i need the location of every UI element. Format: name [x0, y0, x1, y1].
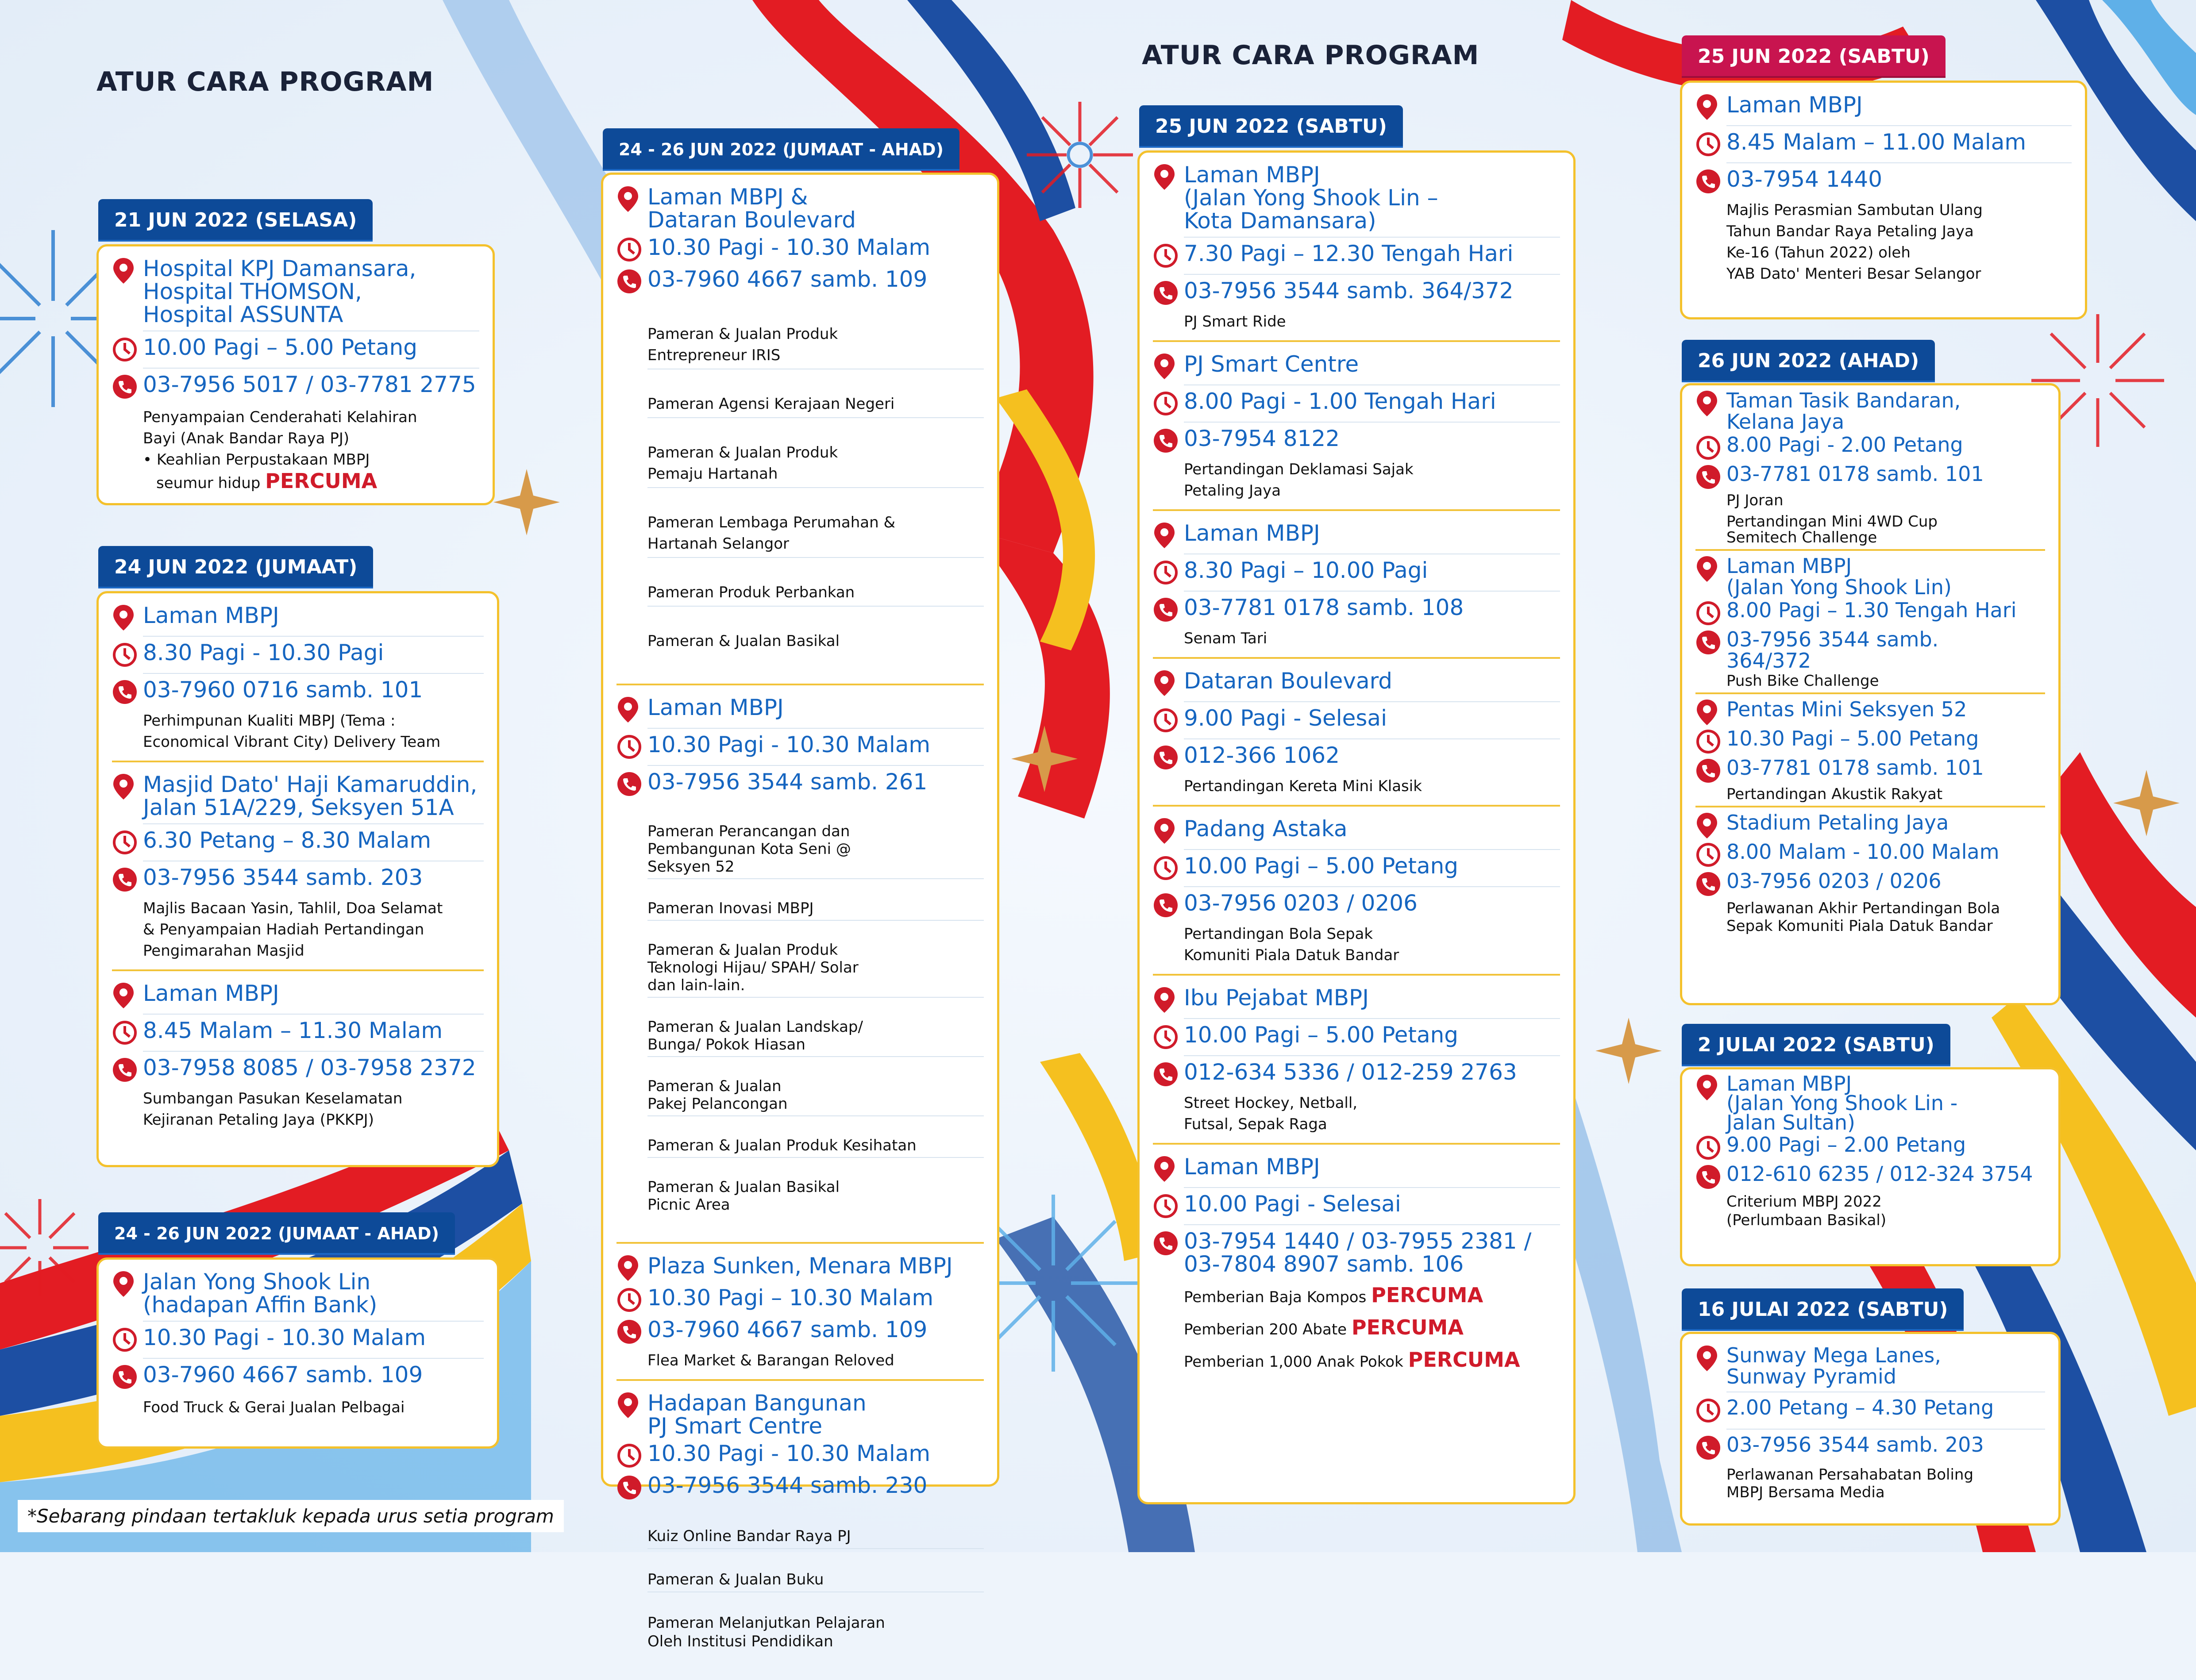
- location-line: Jalan Sultan): [1726, 1111, 1855, 1134]
- free-badge: PERCUMA: [1371, 1283, 1483, 1307]
- date-tab-25-jun-red: 25 JUN 2022 (SABTU): [1682, 35, 1946, 78]
- map-pin-icon: [616, 696, 647, 723]
- phone-icon: [1153, 427, 1184, 454]
- desc-line: Penyampaian Cenderahati Kelahiran: [143, 408, 417, 426]
- location-line: Hospital THOMSON,: [143, 279, 362, 304]
- desc-line: Bayi (Anak Bandar Raya PJ): [143, 430, 350, 447]
- event-phone: 012-634 5336 / 012-259 2763: [1184, 1059, 1517, 1085]
- location-line: Kelana Jaya: [1726, 410, 1845, 434]
- event-time: 8.30 Pagi – 10.00 Pagi: [1184, 557, 1428, 583]
- desc-line: PJ Smart Ride: [1184, 313, 1286, 331]
- event-description: [1184, 311, 1560, 332]
- map-pin-icon: [112, 604, 143, 631]
- event-phone: 03-7960 4667 samb. 109: [647, 266, 928, 292]
- desc-line: Tahun Bandar Raya Petaling Jaya: [1726, 223, 1974, 240]
- event-description: [1726, 492, 2045, 546]
- event-phone: 03-7956 3544 samb. 230: [647, 1472, 928, 1498]
- map-pin-icon: [112, 257, 143, 284]
- event-phone: 03-7956 3544 samb. 364/372: [1184, 278, 1514, 304]
- desc-line: Food Truck & Gerai Jualan Pelbagai: [143, 1399, 405, 1416]
- phone-icon: [1153, 892, 1184, 919]
- event-description: [1726, 900, 2045, 935]
- event-card: [601, 173, 999, 1650]
- event-description: [143, 1088, 484, 1130]
- location-line: Jalan 51A/229, Seksyen 51A: [143, 795, 454, 820]
- desc-line: Sepak Komuniti Piala Datuk Bandar: [1726, 917, 1993, 935]
- clock-icon: [112, 829, 143, 856]
- map-pin-icon: [616, 1392, 647, 1419]
- clock-icon: [1695, 131, 1726, 158]
- event-phone: 03-7956 5017 / 03-7781 2775: [143, 372, 476, 397]
- phone-icon: [1153, 279, 1184, 307]
- clock-icon: [112, 1326, 143, 1353]
- event-location: Laman MBPJ: [1184, 520, 1320, 546]
- phone-icon: [1153, 744, 1184, 771]
- event-location: Pentas Mini Seksyen 52: [1726, 697, 1967, 721]
- event-time: 9.00 Pagi – 2.00 Petang: [1726, 1133, 1966, 1157]
- event-card: [1680, 81, 2087, 319]
- desc-item: Pameran Agensi Kerajaan Negeri: [647, 391, 984, 418]
- date-tab-24-jun: 24 JUN 2022 (JUMAAT): [98, 546, 373, 588]
- desc-line: Sumbangan Pasukan Keselamatan: [143, 1090, 403, 1107]
- desc-line: MBPJ Bersama Media: [1726, 1484, 1885, 1501]
- event-phone: 03-7956 3544 samb. 203: [143, 865, 423, 890]
- location-line: Taman Tasik Bandaran,: [1726, 388, 1961, 412]
- event-time: 10.30 Pagi – 5.00 Petang: [1726, 727, 1979, 750]
- desc-item: Pameran Melanjutkan Pelajaran Oleh Institusi Pendidikan: [647, 1614, 885, 1650]
- desc-item: Pameran & Jualan Produk Teknologi Hijau/ SPAH/ Solar dan lain-lain.: [647, 938, 984, 998]
- event-time: 8.00 Pagi - 1.00 Tengah Hari: [1184, 388, 1496, 414]
- desc-line: Komuniti Piala Datuk Bandar: [1184, 946, 1399, 964]
- location-line: Hospital KPJ Damansara,: [143, 256, 416, 281]
- clock-icon: [1695, 600, 1726, 627]
- desc-line: (Perlumbaan Basikal): [1726, 1211, 1887, 1229]
- event-description: [1726, 200, 2072, 284]
- free-badge: PERCUMA: [1408, 1348, 1520, 1372]
- event-time: 10.30 Pagi - 10.30 Malam: [647, 1441, 931, 1466]
- location-line: Laman MBPJ: [1184, 162, 1320, 188]
- event-card: [1680, 383, 2061, 1005]
- phone-icon: [1695, 629, 1726, 656]
- desc-line: seumur hidup: [156, 474, 261, 492]
- phone-icon: [616, 1318, 647, 1346]
- map-pin-icon: [1153, 669, 1184, 697]
- location-line: Sunway Pyramid: [1726, 1365, 1897, 1388]
- clock-icon: [1695, 728, 1726, 755]
- free-badge: PERCUMA: [1351, 1315, 1464, 1339]
- phone-line: 03-7804 8907 samb. 106: [1184, 1251, 1464, 1277]
- event-phone: 03-7960 4667 samb. 109: [647, 1317, 928, 1342]
- desc-line: Push Bike Challenge: [1726, 672, 1879, 690]
- event-time: 10.00 Pagi – 5.00 Petang: [1184, 1022, 1459, 1048]
- desc-item: Pameran & Jualan Basikal Picnic Area: [647, 1178, 840, 1214]
- phone-line: 364/372: [1726, 649, 1811, 673]
- event-phone: 03-7960 0716 samb. 101: [143, 677, 423, 703]
- event-description: [1726, 1466, 2045, 1501]
- phone-line: 03-7956 3544 samb.: [1726, 627, 1939, 651]
- map-pin-icon: [112, 773, 143, 800]
- location-line: Sunway Mega Lanes,: [1726, 1343, 1942, 1367]
- event-phone: 03-7956 3544 samb. 203: [1726, 1433, 1984, 1457]
- event-description: [143, 898, 484, 961]
- map-pin-icon: [112, 1270, 143, 1298]
- desc-line: Pertandingan Kereta Mini Klasik: [1184, 777, 1422, 795]
- date-tab-26-jun: 26 JUN 2022 (AHAD): [1682, 340, 1935, 382]
- event-location: Laman MBPJ: [143, 603, 279, 628]
- event-location: PJ Smart Centre: [1184, 351, 1359, 377]
- desc-line: Pemberian Baja Kompos: [1184, 1288, 1367, 1306]
- event-card: [1680, 1332, 2061, 1526]
- location-line: Laman MBPJ: [1726, 1072, 1852, 1096]
- event-time: 10.00 Pagi - Selesai: [1184, 1191, 1401, 1217]
- location-line: (hadapan Affin Bank): [143, 1292, 378, 1318]
- desc-item: Pameran & Jualan Landskap/ Bunga/ Pokok Hiasan: [647, 1015, 984, 1057]
- event-description: [1726, 786, 2045, 802]
- map-pin-icon: [112, 982, 143, 1009]
- phone-icon: [1695, 757, 1726, 784]
- desc-line: & Penyampaian Hadiah Pertandingan: [143, 921, 424, 938]
- map-pin-icon: [1153, 1155, 1184, 1183]
- phone-icon: [1695, 463, 1726, 491]
- event-description: [1184, 628, 1560, 649]
- map-pin-icon: [1153, 817, 1184, 845]
- phone-icon: [112, 866, 143, 893]
- date-tab-16-julai: 16 JULAI 2022 (SABTU): [1682, 1288, 1964, 1331]
- desc-line: Pertandingan Bola Sepak: [1184, 925, 1373, 943]
- clock-icon: [616, 1286, 647, 1314]
- event-location: Plaza Sunken, Menara MBPJ: [647, 1253, 953, 1279]
- event-card: [96, 1257, 499, 1449]
- desc-line: Perlawanan Persahabatan Boling: [1726, 1466, 1974, 1484]
- desc-item: Pameran & Jualan Produk Entrepreneur IRIS: [647, 321, 984, 369]
- event-card: [96, 591, 499, 1167]
- phone-icon: [112, 678, 143, 706]
- clock-icon: [616, 733, 647, 761]
- location-line: Hospital ASSUNTA: [143, 302, 343, 327]
- date-tab-24-26-jun: 24 - 26 JUN 2022 (JUMAAT - AHAD): [98, 1212, 455, 1255]
- event-location: Laman MBPJ: [143, 980, 279, 1006]
- event-description: [1726, 673, 2045, 689]
- event-phone: 03-7958 8085 / 03-7958 2372: [143, 1055, 476, 1080]
- phone-icon: [1695, 168, 1726, 195]
- clock-icon: [112, 336, 143, 363]
- desc-line: Pertandingan Akustik Rakyat: [1726, 785, 1943, 803]
- desc-line: Majlis Bacaan Yasin, Tahlil, Doa Selamat: [143, 900, 443, 917]
- event-description: [1184, 1092, 1560, 1135]
- page-title-center: ATUR CARA PROGRAM: [1142, 40, 1479, 71]
- event-time: 10.30 Pagi - 10.30 Malam: [647, 235, 931, 260]
- phone-icon: [1153, 596, 1184, 623]
- event-phone: 03-7954 8122: [1184, 426, 1340, 451]
- desc-line: Perlawanan Akhir Pertandingan Bola: [1726, 900, 2000, 917]
- event-description: [143, 407, 479, 494]
- map-pin-icon: [616, 1254, 647, 1282]
- event-location: Padang Astaka: [1184, 816, 1348, 842]
- event-time: 2.00 Petang – 4.30 Petang: [1726, 1396, 1994, 1419]
- event-time: 7.30 Pagi – 12.30 Tengah Hari: [1184, 241, 1514, 266]
- desc-item: Pameran & Jualan Pakej Pelancongan: [647, 1075, 984, 1116]
- clock-icon: [1695, 1134, 1726, 1161]
- free-badge: PERCUMA: [265, 469, 378, 493]
- clock-icon: [1153, 390, 1184, 417]
- desc-line: Ke-16 (Tahun 2022) oleh: [1726, 244, 1911, 261]
- event-phone: 03-7781 0178 samb. 108: [1184, 595, 1464, 620]
- desc-line: Kejiranan Petaling Jaya (PKKPJ): [143, 1111, 374, 1129]
- event-description: [647, 300, 984, 676]
- desc-item: Kuiz Online Bandar Raya PJ: [647, 1524, 984, 1549]
- desc-line: Pengimarahan Masjid: [143, 942, 304, 960]
- event-description: [1726, 1192, 2045, 1230]
- desc-item: Pameran Lembaga Perumahan & Hartanah Selangor: [647, 509, 984, 558]
- event-location: Ibu Pejabat MBPJ: [1184, 985, 1369, 1011]
- event-description: [647, 1506, 984, 1672]
- map-pin-icon: [1695, 1345, 1726, 1372]
- location-line: (Jalan Yong Shook Lin –: [1184, 185, 1438, 211]
- map-pin-icon: [1695, 699, 1726, 726]
- location-line: Masjid Dato' Haji Kamaruddin,: [143, 772, 478, 797]
- event-card: [1680, 1067, 2061, 1266]
- clock-icon: [1153, 242, 1184, 269]
- desc-line: Economical Vibrant City) Delivery Team: [143, 733, 441, 751]
- clock-icon: [1695, 1397, 1726, 1424]
- event-time: 10.00 Pagi – 5.00 Petang: [143, 334, 418, 360]
- location-line: (Jalan Yong Shook Lin): [1726, 575, 1952, 599]
- event-time: 10.00 Pagi – 5.00 Petang: [1184, 853, 1459, 879]
- map-pin-icon: [1153, 986, 1184, 1014]
- desc-line: Senam Tari: [1184, 630, 1268, 647]
- phone-line: 03-7954 1440 / 03-7955 2381 /: [1184, 1228, 1532, 1254]
- event-phone: 03-7954 1440: [1726, 166, 1883, 192]
- map-pin-icon: [1153, 353, 1184, 380]
- map-pin-icon: [1695, 555, 1726, 583]
- desc-line: Petaling Jaya: [1184, 482, 1281, 500]
- event-phone: 03-7956 3544 samb. 261: [647, 769, 928, 795]
- phone-icon: [1695, 1434, 1726, 1461]
- event-location: Dataran Boulevard: [1184, 668, 1393, 694]
- desc-item: Pameran Inovasi MBPJ: [647, 897, 984, 921]
- event-location: Laman MBPJ: [1726, 92, 1863, 118]
- desc-line: Semitech Challenge: [1726, 529, 1877, 546]
- desc-line: Criterium MBPJ 2022: [1726, 1193, 1882, 1211]
- desc-item: Pameran Perancangan dan Pembangunan Kota Seni @ Seksyen 52: [647, 820, 984, 879]
- map-pin-icon: [1695, 1074, 1726, 1101]
- map-pin-icon: [616, 185, 647, 213]
- phone-icon: [112, 1056, 143, 1084]
- date-tab-21-jun: 21 JUN 2022 (SELASA): [98, 199, 373, 242]
- desc-line: Pemberian 1,000 Anak Pokok: [1184, 1353, 1403, 1371]
- map-pin-icon: [1695, 93, 1726, 121]
- event-location: Laman MBPJ: [647, 695, 784, 720]
- desc-line: Majlis Perasmian Sambutan Ulang: [1726, 201, 1983, 219]
- clock-icon: [1695, 434, 1726, 461]
- desc-line: Pemberian 200 Abate: [1184, 1321, 1347, 1338]
- phone-icon: [112, 1363, 143, 1391]
- map-pin-icon: [1695, 390, 1726, 417]
- clock-icon: [1695, 841, 1726, 869]
- phone-icon: [616, 1474, 647, 1501]
- clock-icon: [1153, 559, 1184, 586]
- location-line: Hadapan Bangunan: [647, 1390, 867, 1416]
- desc-line: Flea Market & Barangan Reloved: [647, 1352, 894, 1369]
- clock-icon: [112, 641, 143, 669]
- desc-line: Pertandingan Mini 4WD Cup: [1726, 513, 1938, 531]
- event-time: 8.45 Malam – 11.00 Malam: [1726, 129, 2026, 155]
- location-line: Laman MBPJ: [1726, 554, 1852, 578]
- desc-item: Pameran & Jualan Basikal: [647, 632, 840, 650]
- desc-item: Pameran & Jualan Buku: [647, 1568, 984, 1592]
- event-time: 10.30 Pagi – 10.30 Malam: [647, 1285, 934, 1311]
- event-description: [1184, 459, 1560, 501]
- event-phone: 012-366 1062: [1184, 742, 1340, 768]
- event-location: Laman MBPJ: [1184, 1154, 1320, 1180]
- event-time: 6.30 Petang – 8.30 Malam: [143, 827, 431, 853]
- event-time: 10.30 Pagi - 10.30 Malam: [143, 1325, 426, 1350]
- clock-icon: [616, 236, 647, 263]
- event-description: [1184, 1280, 1560, 1377]
- location-line: Kota Damansara): [1184, 208, 1376, 234]
- event-description: [143, 1397, 484, 1418]
- desc-line: YAB Dato' Menteri Besar Selangor: [1726, 265, 1981, 283]
- desc-line: Pertandingan Deklamasi Sajak: [1184, 461, 1414, 478]
- event-card: [1137, 150, 1576, 1504]
- desc-item: Pameran & Jualan Produk Kesihatan: [647, 1134, 984, 1158]
- event-description: [1184, 923, 1560, 966]
- event-phone: 03-7960 4667 samb. 109: [143, 1362, 423, 1388]
- event-card: [96, 244, 495, 505]
- clock-icon: [616, 1442, 647, 1469]
- phone-icon: [1695, 870, 1726, 898]
- event-location: Stadium Petaling Jaya: [1726, 811, 1949, 834]
- event-time: 8.30 Pagi - 10.30 Pagi: [143, 640, 384, 665]
- clock-icon: [1153, 707, 1184, 734]
- desc-line: • Keahlian Perpustakaan MBPJ: [143, 451, 370, 469]
- event-description: [1184, 776, 1560, 797]
- phone-icon: [1153, 1230, 1184, 1257]
- location-line: PJ Smart Centre: [647, 1413, 823, 1439]
- event-description: [143, 710, 484, 753]
- event-phone: 03-7781 0178 samb. 101: [1726, 462, 1984, 486]
- date-tab-2-julai: 2 JULAI 2022 (SABTU): [1682, 1024, 1950, 1066]
- footnote: *Sebarang pindaan tertakluk kepada urus setia program: [18, 1500, 564, 1532]
- event-description: [647, 802, 984, 1234]
- event-phone: 03-7956 0203 / 0206: [1184, 890, 1418, 916]
- phone-icon: [112, 373, 143, 400]
- desc-item: Pameran & Jualan Produk Pemaju Hartanah: [647, 439, 984, 488]
- event-time: 8.45 Malam – 11.30 Malam: [143, 1018, 443, 1043]
- event-time: 8.00 Pagi – 1.30 Tengah Hari: [1726, 598, 2017, 622]
- event-phone: 03-7956 0203 / 0206: [1726, 869, 1942, 893]
- phone-icon: [616, 770, 647, 798]
- location-line: (Jalan Yong Shook Lin -: [1726, 1091, 1958, 1115]
- event-phone: 012-610 6235 / 012-324 3754: [1726, 1162, 2033, 1186]
- event-description: [647, 1350, 984, 1371]
- desc-line: Perhimpunan Kualiti MBPJ (Tema :: [143, 712, 396, 730]
- event-time: 10.30 Pagi - 10.30 Malam: [647, 732, 931, 757]
- map-pin-icon: [1153, 163, 1184, 191]
- clock-icon: [1153, 1192, 1184, 1220]
- desc-line: Street Hockey, Netball,: [1184, 1094, 1358, 1112]
- location-line: Laman MBPJ &: [647, 184, 808, 210]
- date-tab-25-jun: 25 JUN 2022 (SABTU): [1139, 105, 1403, 148]
- phone-icon: [616, 268, 647, 295]
- event-phone: 03-7781 0178 samb. 101: [1726, 756, 1984, 780]
- page-title-left: ATUR CARA PROGRAM: [96, 66, 434, 97]
- map-pin-icon: [1695, 812, 1726, 839]
- event-time: 9.00 Pagi - Selesai: [1184, 705, 1387, 731]
- desc-line: Futsal, Sepak Raga: [1184, 1115, 1327, 1133]
- date-tab-24-26-jun: 24 - 26 JUN 2022 (JUMAAT - AHAD): [603, 128, 959, 171]
- phone-icon: [1153, 1061, 1184, 1088]
- desc-item: Pameran Produk Perbankan: [647, 579, 984, 607]
- clock-icon: [112, 1019, 143, 1046]
- location-line: Dataran Boulevard: [647, 207, 856, 233]
- desc-line: PJ Joran: [1726, 492, 1784, 509]
- phone-icon: [1695, 1163, 1726, 1191]
- clock-icon: [1153, 854, 1184, 882]
- location-line: Jalan Yong Shook Lin: [143, 1269, 371, 1295]
- event-time: 8.00 Pagi - 2.00 Petang: [1726, 433, 1963, 457]
- clock-icon: [1153, 1023, 1184, 1051]
- map-pin-icon: [1153, 522, 1184, 549]
- event-time: 8.00 Malam - 10.00 Malam: [1726, 840, 2000, 864]
